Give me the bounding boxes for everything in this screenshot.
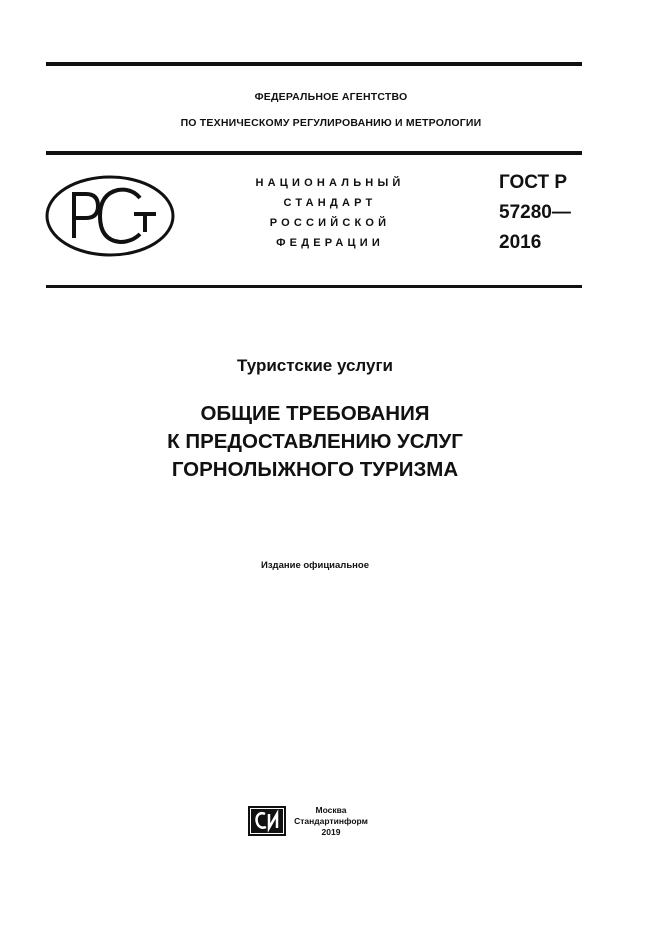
document-subtitle: Туристские услуги	[237, 356, 393, 375]
standard-designation	[499, 168, 571, 258]
top-rule	[46, 62, 582, 66]
publisher-year: 2019	[321, 827, 341, 837]
designation-dash: —	[551, 202, 571, 223]
rst-logo-icon	[44, 174, 176, 258]
publisher-logo-icon	[248, 806, 286, 836]
agency-line-1: ФЕДЕРАЛЬНОЕ АГЕНТСТВО	[254, 91, 408, 103]
publisher-city: Москва	[315, 805, 347, 815]
standard-type-line-3: РОССИЙСКОЙ	[269, 217, 391, 229]
title-line-1: ОБЩИЕ ТРЕБОВАНИЯ	[200, 402, 430, 425]
designation-number: 57280	[499, 202, 552, 223]
designation-year: 2016	[499, 232, 542, 253]
header-rule	[46, 151, 582, 155]
standard-type-line-4: ФЕДЕРАЦИИ	[276, 237, 384, 249]
designation-prefix: ГОСТ Р	[499, 172, 568, 193]
publisher-name: Стандартинформ	[294, 816, 368, 826]
publisher-info	[294, 805, 368, 838]
standard-type-line-2: СТАНДАРТ	[283, 197, 377, 209]
title-line-2: К ПРЕДОСТАВЛЕНИЮ УСЛУГ	[167, 430, 463, 453]
edition-note: Издание официальное	[261, 560, 369, 571]
agency-line-2: ПО ТЕХНИЧЕСКОМУ РЕГУЛИРОВАНИЮ И МЕТРОЛОГИИ	[180, 117, 482, 129]
document-title	[0, 400, 630, 484]
standard-type-line-1: НАЦИОНАЛЬНЫЙ	[255, 177, 405, 189]
standard-type	[232, 173, 428, 253]
title-line-3: ГОРНОЛЫЖНОГО ТУРИЗМА	[171, 458, 459, 481]
header-bottom-rule	[46, 285, 582, 288]
